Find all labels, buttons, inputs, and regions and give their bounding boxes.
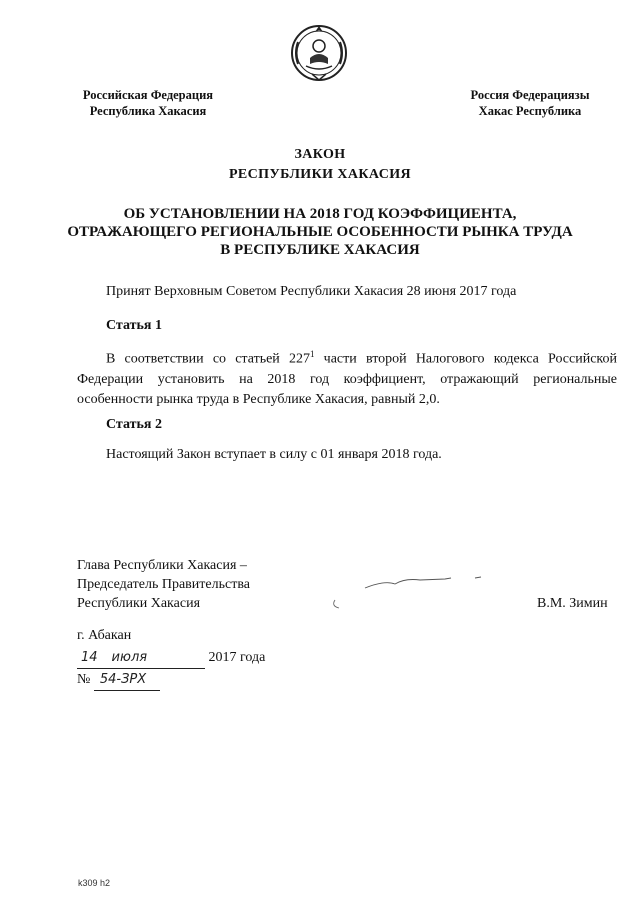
date-day-handwritten: 14 xyxy=(81,650,98,665)
date-month-handwritten: июля xyxy=(111,650,148,665)
law-subject-title xyxy=(56,205,584,259)
law-title-line-1: ЗАКОН xyxy=(294,147,346,162)
number-handwritten: 54-ЗРХ xyxy=(99,672,147,687)
position-line-3: Республики Хакасия xyxy=(77,596,201,611)
article-1-text-end: части второй Налогового кодекса Российской Федерации установить на 2018 год коэффициент, отражающий региональные особенности рынка труда в Республике Хакасия, равный 2,0. xyxy=(77,351,617,407)
adopted-line: Принят Верховным Советом Республики Хакасия 28 июня 2017 года xyxy=(106,284,517,299)
subject-line-2: ОТРАЖАЮЩЕГО РЕГИОНАЛЬНЫЕ ОСОБЕННОСТИ РЫНКА ТРУДА xyxy=(67,224,573,240)
header-left xyxy=(70,87,226,119)
article-2-heading: Статья 2 xyxy=(106,417,162,432)
handwritten-signature xyxy=(325,570,495,615)
article-2-text: Настоящий Закон вступает в силу с 01 января 2018 года. xyxy=(106,447,442,462)
article-1-superscript: 1 xyxy=(309,349,315,359)
article-1-heading: Статья 1 xyxy=(106,318,162,333)
place: г. Абакан xyxy=(77,628,132,643)
subject-line-1: ОБ УСТАНОВЛЕНИИ НА 2018 ГОД КОЭФФИЦИЕНТА, xyxy=(123,206,517,222)
position-line-2: Председатель Правительства xyxy=(77,577,250,592)
header-right xyxy=(452,87,608,119)
footer-code: k309 h2 xyxy=(78,878,111,888)
date-year: 2017 года xyxy=(208,650,266,665)
article-1-text-start: В соответствии со статьей 227 xyxy=(106,351,310,367)
number-prefix: № xyxy=(77,672,91,687)
header-left-line-2: Республика Хакасия xyxy=(89,104,207,118)
header-right-line-2: Хакас Республика xyxy=(478,104,582,118)
subject-line-3: В РЕСПУБЛИКЕ ХАКАСИЯ xyxy=(220,242,420,258)
number-line xyxy=(77,670,160,691)
signatory-name: В.М. Зимин xyxy=(537,596,608,611)
position-line-1: Глава Республики Хакасия – xyxy=(77,558,247,573)
article-1-text xyxy=(77,344,617,410)
signatory-position xyxy=(77,556,250,613)
header-right-line-1: Россия Федерациязы xyxy=(470,88,590,102)
republic-emblem xyxy=(288,20,350,86)
date-line xyxy=(77,648,265,669)
header-left-line-1: Российская Федерация xyxy=(82,88,214,102)
law-title-line-2: РЕСПУБЛИКИ ХАКАСИЯ xyxy=(228,167,412,182)
